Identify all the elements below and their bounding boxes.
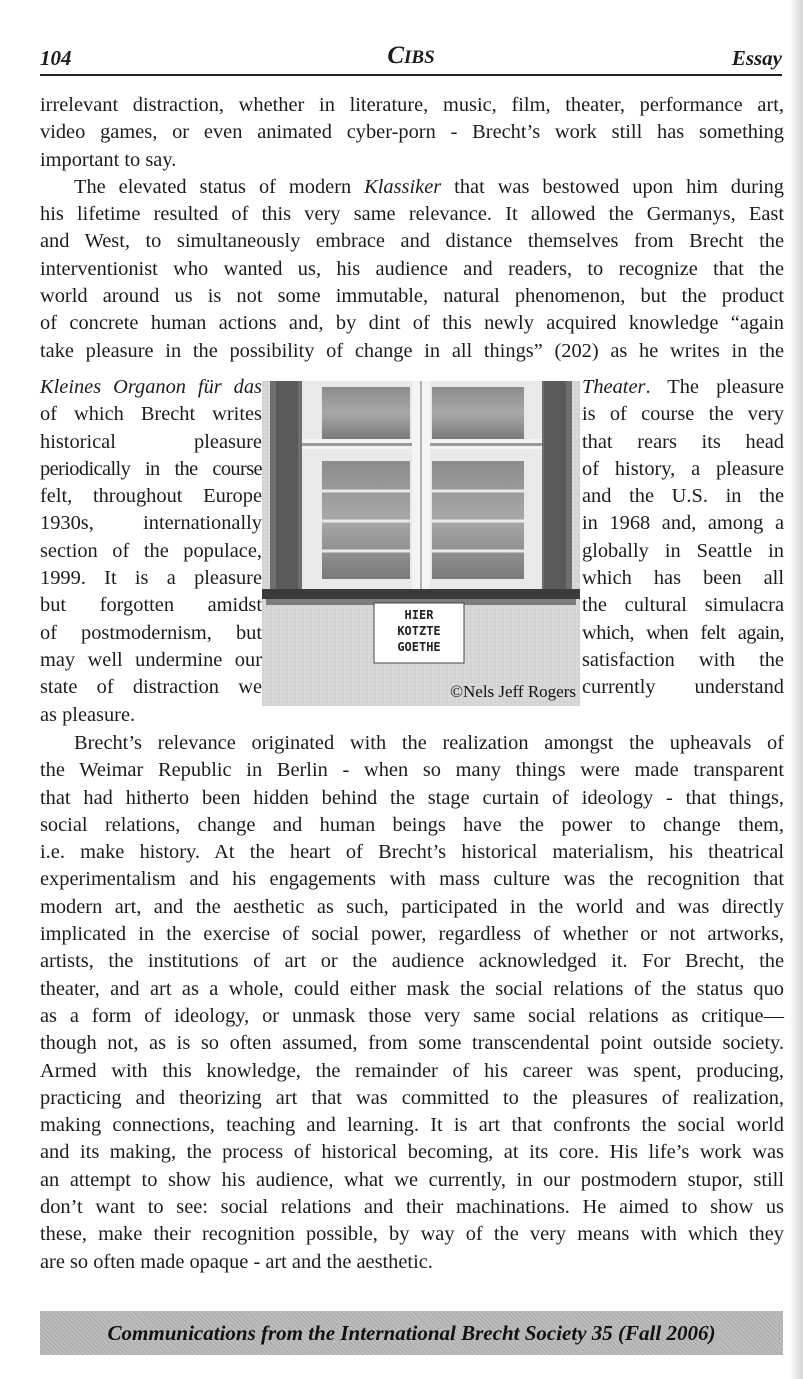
text-line: is of course the very: [582, 403, 784, 426]
text-line: implicated in the exercise of social power, regardless of whether or not artworks,: [40, 923, 784, 946]
text-line: irrelevant distraction, whether in literature, music, film, theater, performance art,: [40, 94, 784, 116]
text-line: video games, or even animated cyber-porn - Brecht’s work still has something: [40, 121, 784, 144]
left-text-column: [40, 374, 262, 729]
text-line: [40, 374, 262, 401]
text-line: these, make their recognition possible, by way of the very means with which they: [40, 1223, 784, 1246]
section-label: Essay: [731, 46, 782, 70]
text-line: important to say.: [40, 148, 177, 171]
sign-text-line: HIER: [404, 608, 434, 622]
text-line: the Weimar Republic in Berlin - when so many things were made transparent: [40, 759, 784, 782]
sign-text-line: GOETHE: [397, 640, 441, 654]
text-line: the cultural simulacra: [582, 594, 784, 617]
running-header: [40, 42, 782, 76]
page-number: 104: [40, 46, 72, 70]
journal-title: [40, 42, 782, 70]
text-line: state of distraction we: [40, 676, 262, 699]
body-text-bottom: [40, 730, 784, 1276]
text-line: modern art, and the aesthetic as such, participated in the world and was directly: [40, 895, 784, 918]
text-line: 1999. It is a pleasure: [40, 567, 262, 590]
body-text-top: [40, 92, 784, 365]
text-line: currently understand: [582, 676, 784, 699]
text-line: of postmodernism, but: [40, 621, 262, 644]
text-line: may well undermine our: [40, 648, 262, 671]
text-line: that had hitherto been hidden behind the stage curtain of ideology - that things,: [40, 786, 784, 809]
sign-text-line: KOTZTE: [397, 624, 441, 638]
footer-citation: Communications from the International Brecht Society 35 (Fall 2006): [107, 1320, 716, 1345]
text-line: interventionist who wanted us, his audience and readers, to recognize that the: [40, 257, 784, 280]
text-line: Brecht’s relevance originated with the realization amongst the upheavals of: [74, 732, 784, 754]
text-line: but forgotten amidst: [40, 594, 262, 617]
page-edge-shadow: [789, 0, 803, 1379]
text-line: satisfaction with the: [582, 648, 784, 671]
text-line: in 1968 and, among a: [582, 512, 784, 535]
window-photo: [262, 381, 580, 706]
text-line: take pleasure in the possibility of change in all things” (202) as he writes in the: [40, 339, 784, 362]
text-line: social relations, change and human beings have the power to change them,: [40, 813, 784, 836]
text-line: of which Brecht writes: [40, 403, 262, 426]
text-line: experimentalism and his engagements with mass culture was the recognition that: [40, 868, 784, 891]
text-line: globally in Seattle in: [582, 539, 784, 562]
text-line: and West, to simultaneously embrace and distance themselves from Brecht the: [40, 230, 784, 253]
text-line: don’t want to see: social relations and their machinations. He aimed to show us: [40, 1196, 784, 1219]
text-line: which, when felt again,: [582, 621, 784, 644]
footer-banner: [40, 1311, 783, 1355]
text-line: felt, throughout Europe: [40, 485, 262, 508]
journal-title-rest: IBS: [404, 47, 435, 68]
italic-term: Klassiker: [364, 175, 442, 198]
text-line: world around us is not some immutable, natural phenomenon, but the product: [40, 285, 784, 308]
text-line: artists, the institutions of art or the audience acknowledged it. For Brecht, the: [40, 950, 784, 973]
text-line: 1930s, internationally: [40, 512, 262, 535]
text-line: as pleasure.: [40, 703, 136, 726]
photo-credit: ©Nels Jeff Rogers: [450, 682, 576, 701]
text-line: theater, and art as a whole, could either mask the social relations of the status quo: [40, 977, 784, 1000]
text-line: his lifetime resulted of this very same relevance. It allowed the Germanys, East: [40, 203, 784, 226]
header-rule: [40, 74, 782, 76]
text-line: and the U.S. in the: [582, 485, 784, 508]
journal-title-initial: C: [387, 42, 405, 69]
italic-title: Kleines Organon für das: [40, 376, 262, 398]
right-text-column: [582, 374, 784, 702]
text-line: an attempt to show his audience, what we currently, in our postmodern stupor, still: [40, 1168, 784, 1191]
text-line: as a form of ideology, or unmask those very same social relations as critique—: [40, 1004, 784, 1027]
italic-title: Theater: [582, 376, 646, 398]
text-line: though not, as is so often assumed, from some transcendental point outside society.: [40, 1032, 784, 1055]
text-line: periodically in the course: [40, 457, 262, 480]
text-line: are so often made opaque - art and the aesthetic.: [40, 1250, 433, 1273]
window-photo-illustration: [262, 381, 580, 706]
text-line: practicing and theorizing art that was committed to the pleasures of realization,: [40, 1086, 784, 1109]
text-line: and its making, the process of historical becoming, at its core. His life’s work was: [40, 1141, 784, 1164]
text-line: making connections, teaching and learning. It is art that confronts the social world: [40, 1114, 784, 1137]
text-line: The elevated status of modern Klassiker that was bestowed upon him during: [74, 175, 785, 198]
text-line: which has been all: [582, 567, 784, 590]
text-line: i.e. make history. At the heart of Brecht’s historical materialism, his theatrical: [40, 841, 784, 864]
text-line: Theater. The pleasure: [582, 376, 784, 398]
text-line: Armed with this knowledge, the remainder of his career was spent, producing,: [40, 1059, 784, 1082]
text-line: of history, a pleasure: [582, 457, 784, 480]
text-line: of concrete human actions and, by dint of this newly acquired knowledge “again: [40, 312, 784, 335]
text-line: historical pleasure: [40, 430, 262, 453]
text-line: that rears its head: [582, 430, 784, 453]
text-line: section of the populace,: [40, 539, 262, 562]
